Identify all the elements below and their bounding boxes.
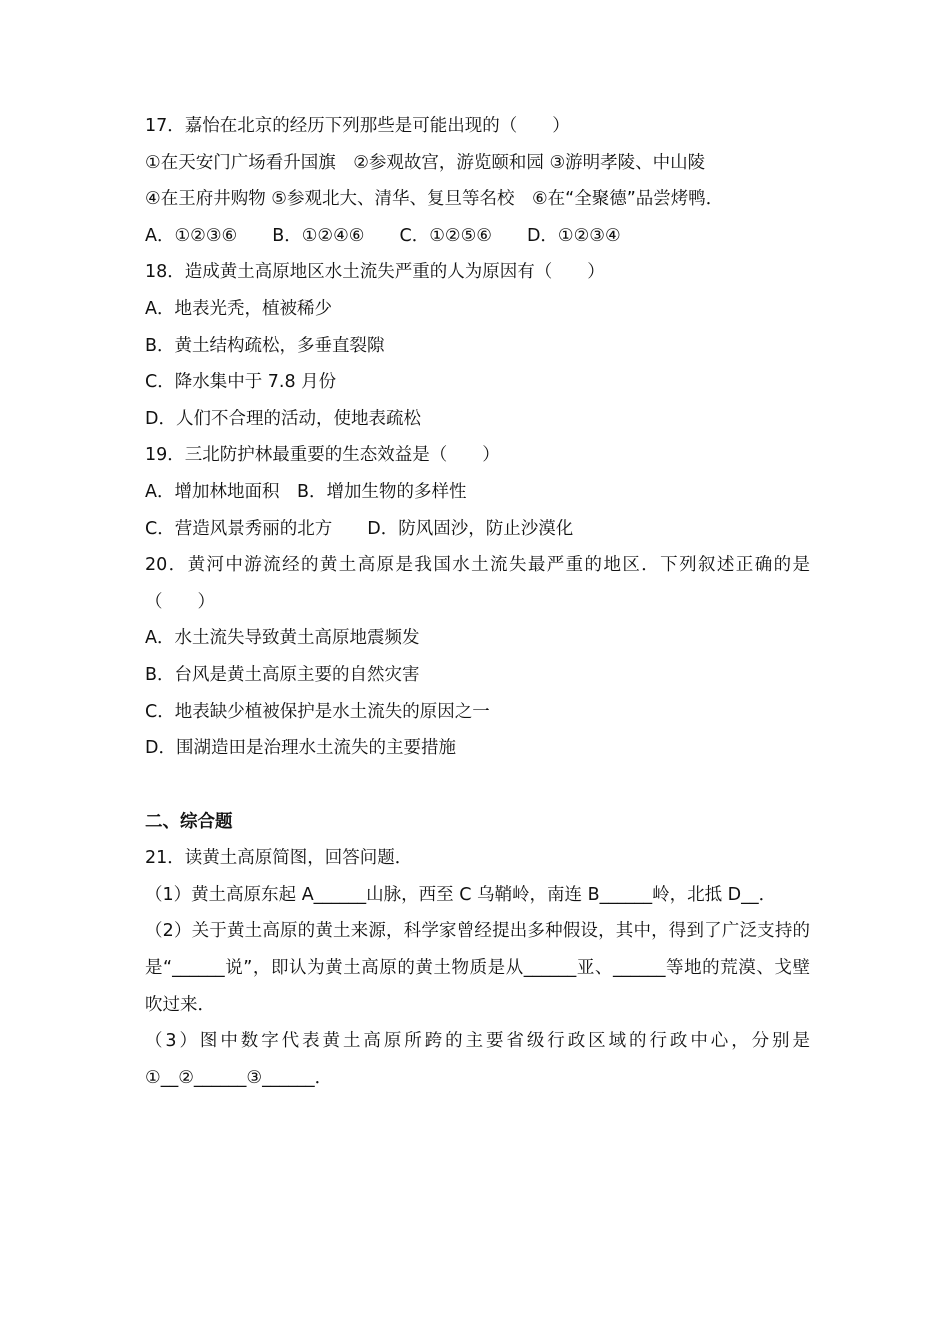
question-21-stem: 21．读黄土高原简图，回答问题． [145,848,413,869]
question-19-options-ab: A．增加林地面积 B．增加生物的多样性 [145,481,467,502]
section-spacer [145,767,810,804]
question-18-option-b: B．黄土结构疏松，多垂直裂隙 [145,335,385,356]
document-page [145,108,810,1096]
question-20-option-a: A．水土流失导致黄土高原地震频发 [145,628,420,649]
question-21-part-3: （3）图中数字代表黄土高原所跨的主要省级行政区域的行政中心，分别是①__②______③______． [145,1031,810,1088]
question-17-statements-line-2: ④在王府井购物 ⑤参观北大、清华、复旦等名校 ⑥在“全聚德”品尝烤鸭． [145,189,724,210]
question-18-stem: 18．造成黄土高原地区水土流失严重的人为原因有（ ） [145,262,605,283]
question-18-option-d: D．人们不合理的活动，使地表疏松 [145,408,421,429]
section-2-title: 二、综合题 [145,811,233,832]
question-20-option-b: B．台风是黄土高原主要的自然灾害 [145,664,420,685]
question-17-stem: 17．嘉怡在北京的经历下列那些是可能出现的（ ） [145,116,570,136]
question-21-part-1: （1）黄土高原东起 A______山脉，西至 C 乌鞘岭，南连 B______岭，北抵 D__． [145,884,777,905]
question-18-option-a: A．地表光秃，植被稀少 [145,298,332,319]
question-19-options-cd: C．营造风景秀丽的北方 D．防风固沙，防止沙漠化 [145,518,574,539]
question-17-statements-line-1: ①在天安门广场看升国旗 ②参观故宫，游览颐和园 ③游明孝陵、中山陵 [145,152,706,173]
question-20-option-d: D．围湖造田是治理水土流失的主要措施 [145,738,456,759]
question-17-options: A．①②③⑥ B．①②④⑥ C．①②⑤⑥ D．①②③④ [145,225,621,246]
question-20-option-c: C．地表缺少植被保护是水土流失的原因之一 [145,701,490,722]
question-18-option-c: C．降水集中于 7.8 月份 [145,372,337,393]
question-21-part-2: （2）关于黄土高原的黄土来源，科学家曾经提出多种假设，其中，得到了广泛支持的是“______说”，即认为黄土高原的黄土物质是从______亚、______等地的荒漠、戈壁吹过来． [145,921,810,1015]
question-19-stem: 19．三北防护林最重要的生态效益是（ ） [145,445,500,466]
question-20-stem: 20．黄河中游流经的黄土高原是我国水土流失最严重的地区．下列叙述正确的是（ ） [145,555,810,612]
